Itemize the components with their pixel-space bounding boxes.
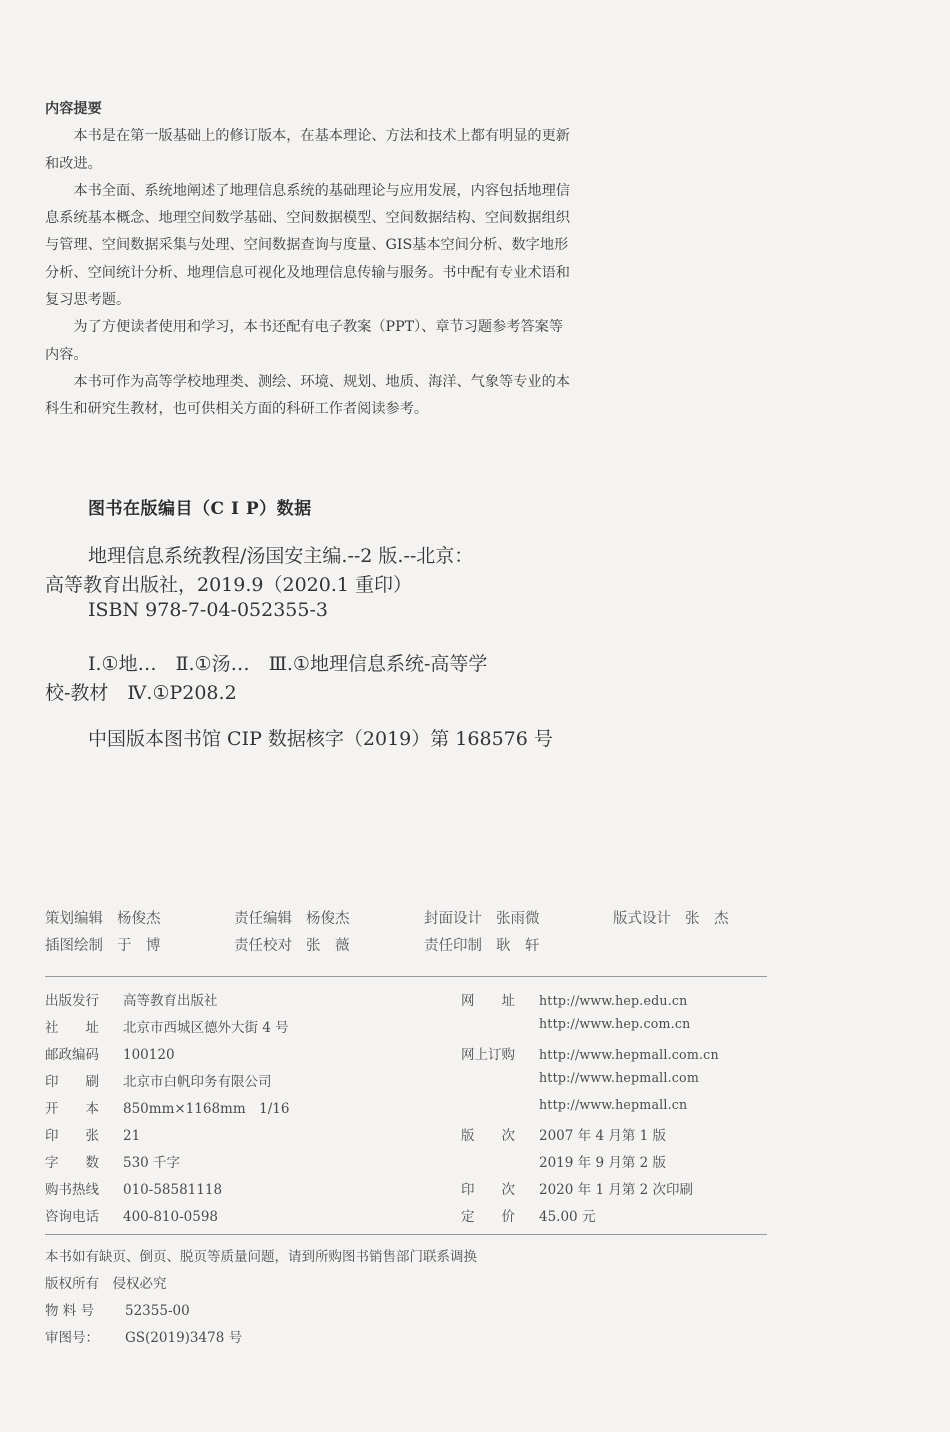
staff-label: 策划编辑	[45, 911, 103, 927]
pub-label: 出版发行	[45, 993, 99, 1009]
staff-illustration	[45, 934, 161, 955]
pub-online-order-3	[461, 1097, 687, 1113]
pub-edition	[461, 1124, 666, 1144]
pub-online-order	[461, 1043, 719, 1063]
map-review-number	[45, 1326, 242, 1346]
staff-label: 责任校对	[234, 938, 292, 954]
pub-label: 印 张	[45, 1128, 99, 1144]
pub-website	[461, 989, 688, 1009]
staff-value: 张雨微	[496, 911, 540, 927]
pub-value: 2019 年 9 月第 2 版	[539, 1155, 666, 1171]
abstract-paragraph-2: 本书全面、系统地阐述了地理信息系统的基础理论与应用发展，内容包括地理信息系统基本概念、地理空间数学基础、空间数据模型、空间数据结构、空间数据组织与管理、空间数据采集与处理、空间数据查询与度量、GIS基本空间分析、数字地形分析、空间统计分析、地理信息可视化及地理信息传输与服务。书中配有专业术语和复习思考题。	[45, 182, 570, 309]
pub-label: 网上订购	[461, 1047, 515, 1063]
pub-format	[45, 1097, 289, 1117]
pub-label: 社 址	[45, 1020, 99, 1036]
cip-isbn: ISBN 978-7-04-052355-3	[88, 599, 328, 621]
cip-line-2: 高等教育出版社，2019.9（2020.1 重印）	[45, 574, 413, 596]
material-number	[45, 1299, 190, 1319]
staff-value: 张 杰	[685, 911, 729, 927]
cip-line-1: 地理信息系统教程/汤国安主编.--2 版.--北京：	[88, 545, 474, 567]
pub-sheets	[45, 1124, 140, 1144]
pub-value: 北京市西城区德外大街 4 号	[123, 1020, 289, 1036]
cip-record-number: 中国版本图书馆 CIP 数据核字（2019）第 168576 号	[88, 728, 553, 750]
quality-note: 本书如有缺页、倒页、脱页等质量问题，请到所购图书销售部门联系调换	[45, 1249, 477, 1265]
pub-label: 印 刷	[45, 1074, 99, 1090]
material-value: 52355-00	[125, 1303, 190, 1319]
pub-address	[45, 1016, 289, 1036]
pub-url: http://www.hep.com.cn	[539, 1016, 691, 1031]
pub-label: 咨询电话	[45, 1209, 99, 1225]
abstract-heading: 内容提要	[45, 101, 102, 117]
pub-value: 高等教育出版社	[123, 993, 218, 1009]
staff-print-supervisor	[424, 934, 540, 955]
abstract-paragraph-3: 为了方便读者使用和学习，本书还配有电子教案（PPT）、章节习题参考答案等内容。	[45, 319, 564, 363]
staff-cover-design	[424, 907, 540, 928]
pub-value: 010-58581118	[123, 1182, 223, 1198]
material-label: 物 料 号	[45, 1303, 95, 1319]
staff-planning-editor	[45, 907, 161, 928]
pub-value: 45.00 元	[539, 1209, 596, 1225]
pub-impression	[461, 1178, 693, 1198]
cip-classification-1: Ⅰ.①地… Ⅱ.①汤… Ⅲ.①地理信息系统-高等学	[88, 653, 488, 675]
pub-url: http://www.hep.edu.cn	[539, 993, 688, 1008]
abstract-paragraph-1: 本书是在第一版基础上的修订版本，在基本理论、方法和技术上都有明显的更新和改进。	[45, 128, 570, 172]
pub-publisher	[45, 989, 218, 1009]
staff-value: 耿 轩	[496, 938, 540, 954]
pub-value: 100120	[123, 1047, 175, 1063]
staff-responsible-editor	[234, 907, 350, 928]
pub-label: 网 址	[461, 993, 515, 1009]
pub-url: http://www.hepmall.cn	[539, 1097, 688, 1112]
cip-classification-2: 校-教材 Ⅳ.①P208.2	[45, 682, 237, 704]
abstract-paragraph-4: 本书可作为高等学校地理类、测绘、环境、规划、地质、海洋、气象等专业的本科生和研究生教材，也可供相关方面的科研工作者阅读参考。	[45, 373, 570, 418]
pub-order-hotline	[45, 1178, 222, 1198]
copyright-note: 版权所有 侵权必究	[45, 1276, 167, 1292]
pub-value: 2007 年 4 月第 1 版	[539, 1128, 666, 1144]
divider-bottom	[45, 1234, 767, 1235]
cip-title: 图书在版编目（C I P）数据	[88, 499, 312, 519]
staff-proofreader	[234, 934, 350, 955]
pub-website-2	[461, 1016, 690, 1032]
pub-url: http://www.hepmall.com.cn	[539, 1047, 719, 1062]
staff-value: 杨俊杰	[117, 911, 161, 927]
divider-top	[45, 976, 767, 977]
pub-value: 400-810-0598	[123, 1209, 219, 1225]
pub-printer	[45, 1070, 272, 1090]
pub-edition-2	[461, 1151, 666, 1171]
staff-label: 插图绘制	[45, 938, 103, 954]
pub-label: 定 价	[461, 1209, 515, 1225]
pub-label: 版 次	[461, 1128, 515, 1144]
abstract-section	[45, 96, 570, 424]
pub-postcode	[45, 1043, 175, 1063]
pub-value: 21	[123, 1128, 141, 1144]
staff-label: 版式设计	[613, 911, 671, 927]
pub-word-count	[45, 1151, 180, 1171]
staff-value: 于 博	[117, 938, 161, 954]
pub-value: 北京市白帆印务有限公司	[123, 1074, 272, 1090]
map-value: GS(2019)3478 号	[125, 1330, 243, 1346]
staff-label: 责任印制	[424, 938, 482, 954]
pub-label: 开 本	[45, 1101, 99, 1117]
pub-value: 2020 年 1 月第 2 次印刷	[539, 1182, 693, 1198]
pub-label: 购书热线	[45, 1182, 99, 1198]
staff-label: 封面设计	[424, 911, 482, 927]
pub-consult-phone	[45, 1205, 218, 1225]
pub-label: 印 次	[461, 1182, 515, 1198]
staff-value: 张 薇	[306, 938, 350, 954]
staff-layout-design	[613, 907, 729, 928]
staff-value: 杨俊杰	[306, 911, 350, 927]
pub-price	[461, 1205, 595, 1225]
pub-value: 530 千字	[123, 1155, 181, 1171]
pub-url: http://www.hepmall.com	[539, 1070, 699, 1085]
map-label: 审图号：	[45, 1330, 99, 1346]
staff-label: 责任编辑	[234, 911, 292, 927]
pub-label: 邮政编码	[45, 1047, 99, 1063]
pub-online-order-2	[461, 1070, 699, 1086]
pub-label: 字 数	[45, 1155, 99, 1171]
pub-value: 850mm×1168mm 1/16	[123, 1101, 290, 1117]
